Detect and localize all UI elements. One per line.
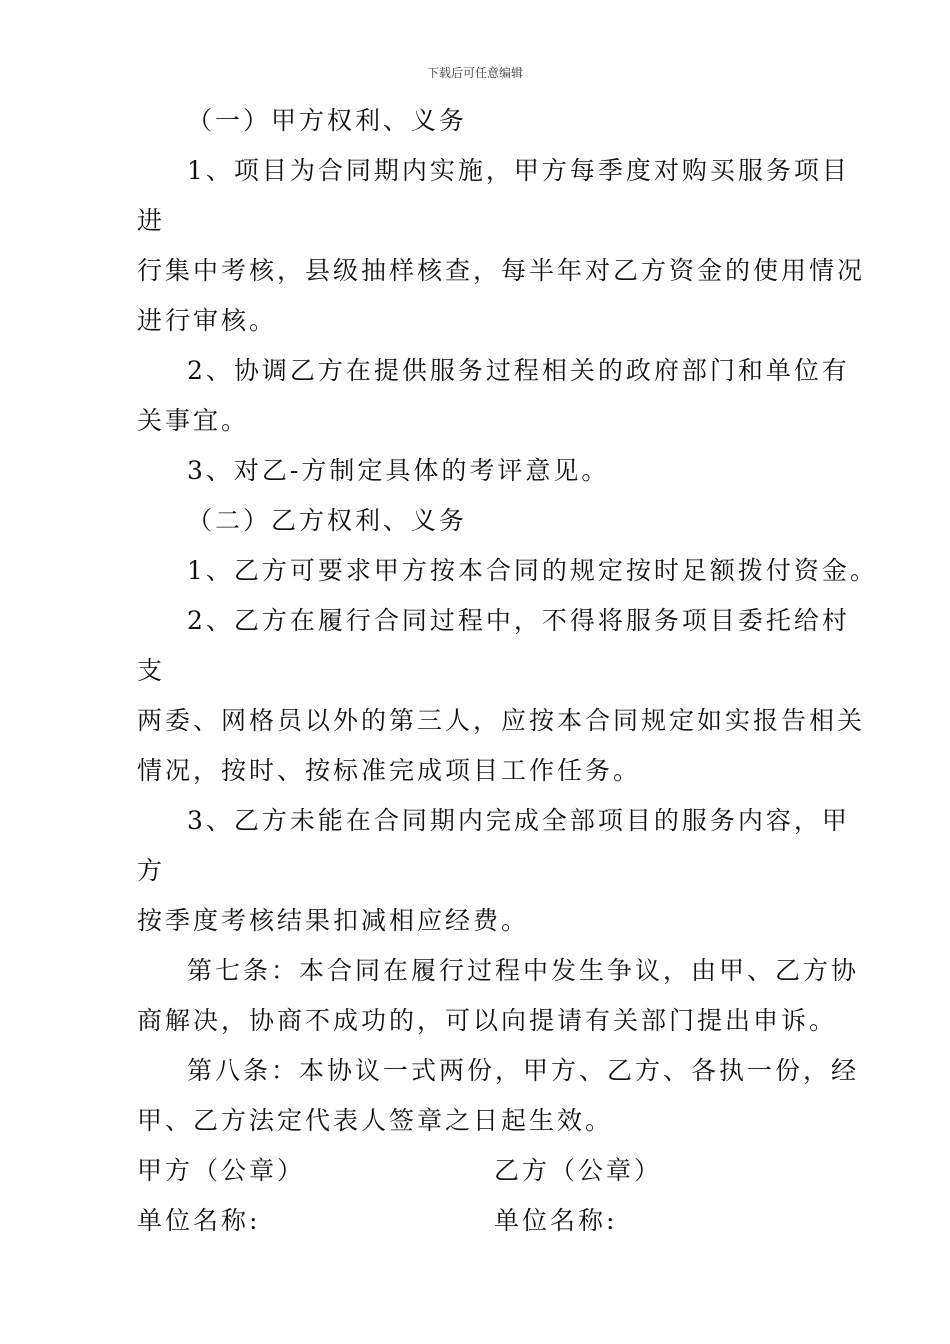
article-eight-line: 甲、乙方法定代表人签章之日起生效。 (137, 1106, 614, 1135)
paragraph-line: 2、乙方在履行合同过程中，不得将服务项目委托给村 (187, 606, 850, 635)
article-seven-line: 第七条：本合同在履行过程中发生争议，由甲、乙方协 (187, 956, 860, 985)
paragraph-line: 情况，按时、按标准完成项目工作任务。 (137, 756, 642, 785)
section-heading-party-a: （一）甲方权利、义务 (187, 106, 468, 135)
section-heading-party-b: （二）乙方权利、义务 (187, 506, 468, 535)
article-eight-line: 第八条：本协议一式两份，甲方、乙方、各执一份，经 (187, 1056, 860, 1085)
paragraph-line: 方 (137, 856, 166, 885)
paragraph-line: 支 (137, 656, 166, 685)
paragraph-line: 关事宜。 (137, 406, 250, 435)
paragraph-line: 进 (137, 206, 166, 235)
paragraph-line: 进行审核。 (137, 306, 278, 335)
party-a-unit-name-label: 单位名称: (137, 1206, 261, 1235)
header-note: 下载后可任意编辑 (426, 66, 523, 80)
paragraph-line: 行集中考核，县级抽样核查，每半年对乙方资金的使用情况 (137, 256, 866, 285)
paragraph-line: 1、乙方可要求甲方按本合同的规定按时足额拨付资金。 (187, 556, 878, 585)
paragraph-line: 按季度考核结果扣减相应经费。 (137, 906, 530, 935)
paragraph-line: 两委、网格员以外的第三人，应按本合同规定如实报告相关 (137, 706, 866, 735)
article-seven-line: 商解决，协商不成功的，可以向提请有关部门提出申诉。 (137, 1006, 838, 1035)
paragraph-line: 2、协调乙方在提供服务过程相关的政府部门和单位有 (187, 356, 850, 385)
party-a-seal-label: 甲方（公章） (137, 1156, 306, 1185)
paragraph-line: 3、乙方未能在合同期内完成全部项目的服务内容，甲 (187, 806, 850, 835)
party-b-seal-label: 乙方（公章） (494, 1156, 663, 1185)
paragraph-line: 3、对乙-方制定具体的考评意见。 (187, 456, 610, 485)
party-b-unit-name-label: 单位名称: (494, 1206, 618, 1235)
paragraph-line: 1、项目为合同期内实施，甲方每季度对购买服务项目 (187, 156, 850, 185)
